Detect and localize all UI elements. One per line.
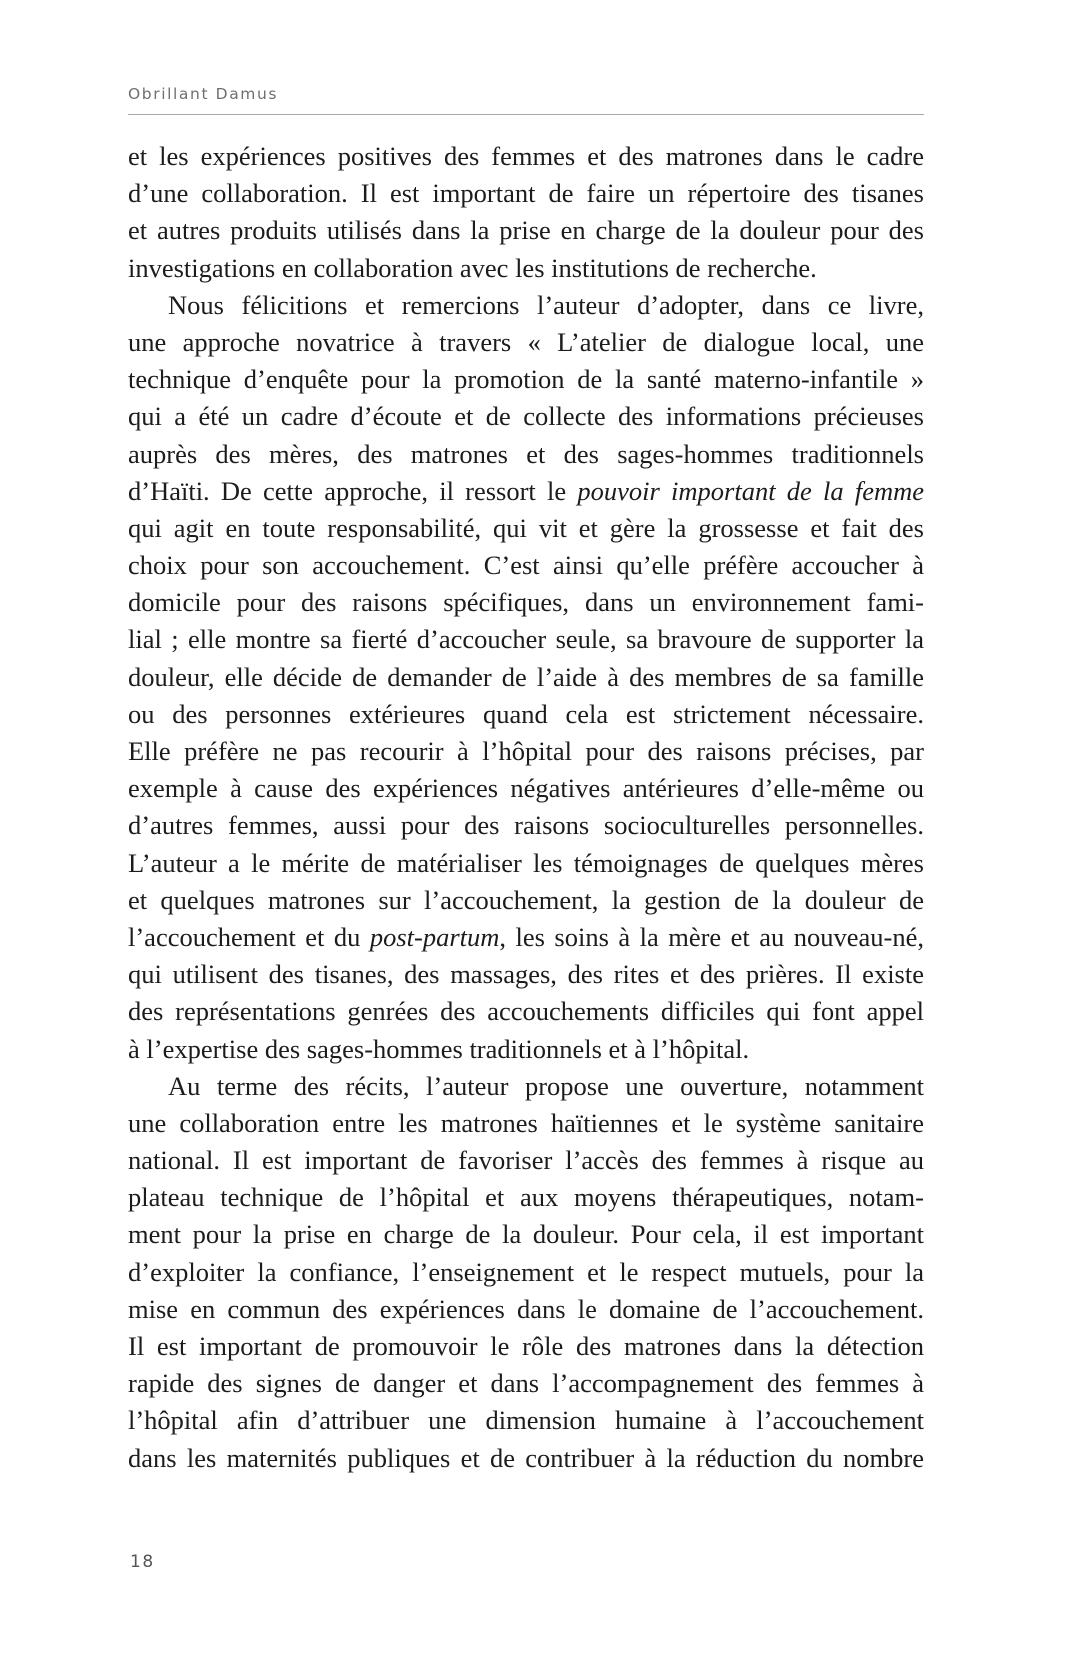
text-run: d’Haïti. De cette approche, il ressort le	[128, 475, 578, 506]
text-line: une collaboration entre les matrones haïtiennes et le système sanitaire	[128, 1107, 924, 1138]
italic-text: pouvoir important de la femme	[577, 475, 924, 506]
text-line: lial ; elle montre sa fierté d’accoucher seule, sa bravoure de supporter la	[128, 624, 924, 655]
text-line: d’une collaboration. Il est important de faire un répertoire des tisanes	[128, 178, 924, 209]
text-line: qui agit en toute responsabilité, qui vit et gère la grossesse et fait des	[128, 512, 924, 543]
text-line: L’auteur a le mérite de matérialiser les témoignages de quelques mères	[128, 847, 924, 878]
text-line: ou des personnes extérieures quand cela est strictement nécessaire.	[128, 698, 924, 729]
text-line	[128, 473, 924, 510]
text-line	[128, 919, 924, 956]
italic-text: post-partum	[369, 921, 500, 952]
text-line: et les expériences positives des femmes et des matrones dans le cadre	[128, 141, 924, 171]
text-line: des représentations genrées des accouchements difficiles qui font appel	[128, 996, 924, 1027]
text-line: d’exploiter la confiance, l’enseignement et le respect mutuels, pour la	[128, 1256, 924, 1287]
paragraph-3	[128, 1068, 924, 1477]
text-line: dans les maternités publiques et de contribuer à la réduction du nombre	[128, 1442, 924, 1473]
text-line: qui utilisent des tisanes, des massages, des rites et des prières. Il existe	[128, 959, 924, 990]
text-line: plateau technique de l’hôpital et aux moyens thérapeutiques, notam-	[128, 1182, 924, 1213]
text-line: une approche novatrice à travers « L’atelier de dialogue local, une	[128, 326, 924, 357]
text-line: Il est important de promouvoir le rôle des matrones dans la détection	[128, 1331, 924, 1361]
text-run: l’accouchement et du	[128, 921, 370, 952]
text-line: rapide des signes de danger et dans l’accompagnement des femmes à	[128, 1368, 924, 1399]
text-line: mise en commun des expériences dans le domaine de l’accouchement.	[128, 1293, 924, 1324]
text-line: auprès des mères, des matrones et des sages-hommes traditionnels	[128, 438, 924, 469]
text-line: choix pour son accouchement. C’est ainsi qu’elle préfère accoucher à	[128, 550, 924, 581]
text-line: qui a été un cadre d’écoute et de collecte des informations précieuses	[128, 401, 924, 432]
text-line: d’autres femmes, aussi pour des raisons socioculturelles personnelles.	[128, 810, 924, 841]
text-line: l’hôpital afin d’attribuer une dimension humaine à l’accouchement	[128, 1405, 924, 1436]
text-line: exemple à cause des expériences négatives antérieures d’elle-même ou	[128, 773, 924, 804]
text-line: national. Il est important de favoriser l’accès des femmes à risque au	[128, 1145, 924, 1176]
paragraph-2	[128, 287, 924, 1068]
text-line: domicile pour des raisons spécifiques, dans un environnement fami-	[128, 587, 924, 618]
text-line: ment pour la prise en charge de la douleur. Pour cela, il est important	[128, 1219, 924, 1250]
text-line: et quelques matrones sur l’accouchement, la gestion de la douleur de	[128, 884, 924, 915]
header-rule	[128, 114, 924, 115]
paragraph-1	[128, 138, 924, 287]
text-line: technique d’enquête pour la promotion de la santé materno-infantile »	[128, 364, 924, 395]
text-line: investigations en collaboration avec les institutions de recherche.	[128, 252, 817, 283]
text-run: , les soins à la mère et au nouveau-né,	[499, 921, 925, 952]
running-head: Obrillant Damus	[128, 85, 279, 103]
body-text	[128, 138, 924, 1477]
text-line: Elle préfère ne pas recourir à l’hôpital pour des raisons précises, par	[128, 736, 924, 766]
page-number: 18	[130, 1552, 155, 1572]
text-line: à l’expertise des sages-hommes traditionnels et à l’hôpital.	[128, 1033, 750, 1064]
text-line: Au terme des récits, l’auteur propose une ouverture, notamment	[168, 1070, 924, 1101]
text-line: et autres produits utilisés dans la prise en charge de la douleur pour des	[128, 215, 924, 246]
text-line: douleur, elle décide de demander de l’aide à des membres de sa famille	[128, 661, 924, 692]
text-line: Nous félicitions et remercions l’auteur d’adopter, dans ce livre,	[168, 289, 924, 320]
